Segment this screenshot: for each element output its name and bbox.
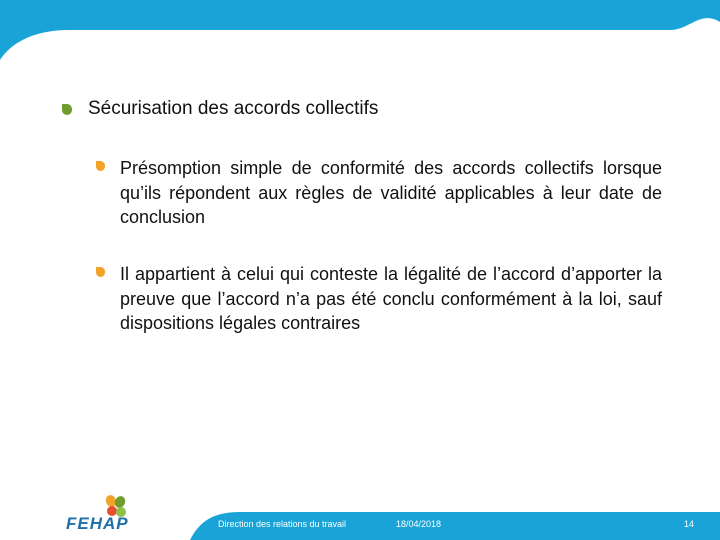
bullet-item (96, 156, 662, 230)
slide-title: Sécurisation des accords collectifs (88, 98, 379, 119)
logo-text: FEHAP (66, 514, 129, 533)
footer-department: Direction des relations du travail (218, 519, 347, 529)
slide-title-row (62, 98, 378, 120)
bullet-item (96, 262, 662, 336)
bullet-text: Présomption simple de conformité des accords collectifs lorsque qu’ils répondent aux règles de validité applicables à leur date de conclusion (120, 158, 662, 227)
footer-date: 18/04/2018 (396, 519, 442, 529)
header-decoration (0, 0, 720, 70)
bullet-text: Il appartient à celui qui conteste la légalité de l’accord d’apporter la preuve que l’accord n’a pas été conclu conformément à la loi, sauf dispositions légales contraires (120, 264, 662, 333)
orange-bullet-icon (96, 267, 105, 277)
page-number: 14 (684, 519, 695, 529)
fehap-logo (66, 494, 136, 534)
orange-bullet-icon (96, 161, 105, 171)
green-bullet-icon (62, 104, 72, 115)
